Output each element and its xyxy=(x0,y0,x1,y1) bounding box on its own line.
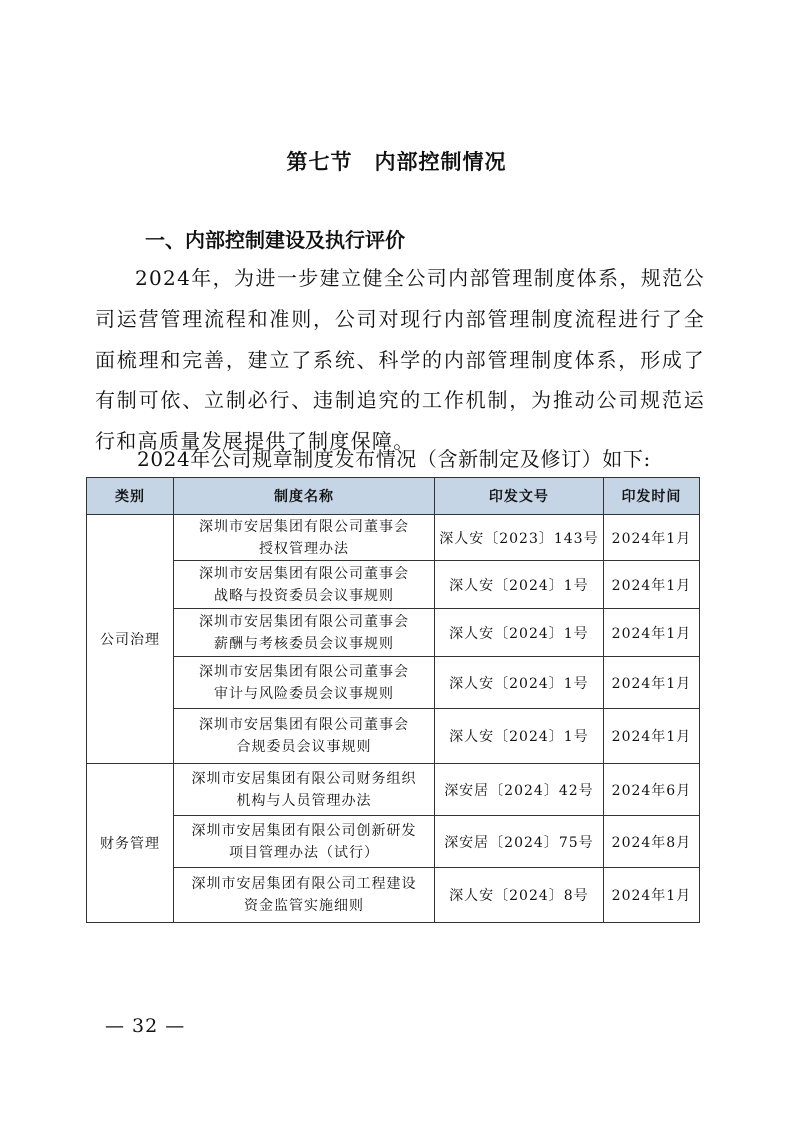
doc-no-cell: 深安居〔2024〕42号 xyxy=(434,764,603,816)
regulation-name-line: 深圳市安居集团有限公司董事会 xyxy=(198,613,409,630)
date-cell: 2024年8月 xyxy=(603,816,699,868)
date-cell: 2024年6月 xyxy=(603,764,699,816)
category-cell: 财务管理 xyxy=(87,764,174,923)
date-cell: 2024年1月 xyxy=(603,609,699,657)
doc-no-cell: 深人安〔2024〕1号 xyxy=(434,609,603,657)
doc-no-cell: 深人安〔2024〕8号 xyxy=(434,868,603,923)
regulation-name-line: 项目管理办法（试行） xyxy=(228,844,379,861)
header-date: 印发时间 xyxy=(603,478,699,515)
table-header-row xyxy=(87,478,700,515)
regulation-name-line: 深圳市安居集团有限公司工程建设 xyxy=(191,876,417,892)
regulation-name-cell xyxy=(173,764,434,816)
subheading: 一、内部控制建设及执行评价 xyxy=(145,228,405,252)
page-number: — 32 — xyxy=(105,1015,186,1037)
regulation-name-line: 机构与人员管理办法 xyxy=(236,792,372,809)
regulation-name-line: 合规委员会议事规则 xyxy=(236,739,372,755)
table-row xyxy=(87,515,700,561)
regulation-name-cell xyxy=(173,868,434,923)
header-doc-no: 印发文号 xyxy=(434,478,603,515)
regulation-name-line: 深圳市安居集团有限公司财务组织 xyxy=(191,770,417,787)
regulation-name-line: 战略与投资委员会议事规则 xyxy=(213,587,394,604)
regulation-name-line: 深圳市安居集团有限公司董事会 xyxy=(198,518,409,535)
regulation-name-cell xyxy=(173,561,434,609)
header-name: 制度名称 xyxy=(173,478,434,515)
table-row xyxy=(87,561,700,609)
regulation-name-cell xyxy=(173,657,434,709)
regulation-name-line: 深圳市安居集团有限公司创新研发 xyxy=(191,822,417,839)
section-title: 第七节 内部控制情况 xyxy=(286,149,507,174)
doc-no-cell: 深安居〔2024〕75号 xyxy=(434,816,603,868)
regulation-name-cell xyxy=(173,816,434,868)
date-cell: 2024年1月 xyxy=(603,657,699,709)
regulation-name-line: 授权管理办法 xyxy=(258,540,349,557)
doc-no-cell: 深人安〔2024〕1号 xyxy=(434,561,603,609)
regulation-name-cell xyxy=(173,515,434,561)
regulation-name-line: 深圳市安居集团有限公司董事会 xyxy=(198,717,409,733)
regulation-name-line: 深圳市安居集团有限公司董事会 xyxy=(198,565,409,582)
date-cell: 2024年1月 xyxy=(603,561,699,609)
table-row xyxy=(87,868,700,923)
doc-no-cell: 深人安〔2024〕1号 xyxy=(434,709,603,764)
header-category: 类别 xyxy=(87,478,174,515)
table-row xyxy=(87,816,700,868)
regulation-name-cell xyxy=(173,609,434,657)
doc-no-cell: 深人安〔2023〕143号 xyxy=(434,515,603,561)
regulation-name-line: 深圳市安居集团有限公司董事会 xyxy=(198,663,409,680)
body-paragraph: 2024年，为进一步建立健全公司内部管理制度体系，规范公司运营管理流程和准则，公司对现行内部管理制度流程进行了全面梳理和完善，建立了系统、科学的内部管理制度体系，形成了有制可依、立制必行、违制追究的工作机制，为推动公司规范运行和高质量发展提供了制度保障。 xyxy=(95,266,705,454)
table-row xyxy=(87,709,700,764)
date-cell: 2024年1月 xyxy=(603,515,699,561)
date-cell: 2024年1月 xyxy=(603,709,699,764)
table-row xyxy=(87,764,700,816)
regulation-name-line: 审计与风险委员会议事规则 xyxy=(213,685,394,702)
table-caption: 2024年公司规章制度发布情况（含新制定及修订）如下: xyxy=(137,447,651,471)
table-row xyxy=(87,657,700,709)
regulation-name-line: 薪酬与考核委员会议事规则 xyxy=(213,635,394,652)
regulation-name-cell xyxy=(173,709,434,764)
table-row xyxy=(87,609,700,657)
regulation-name-line: 资金监管实施细则 xyxy=(243,898,364,914)
date-cell: 2024年1月 xyxy=(603,868,699,923)
category-cell: 公司治理 xyxy=(87,515,174,764)
regulations-table xyxy=(86,477,700,923)
doc-no-cell: 深人安〔2024〕1号 xyxy=(434,657,603,709)
